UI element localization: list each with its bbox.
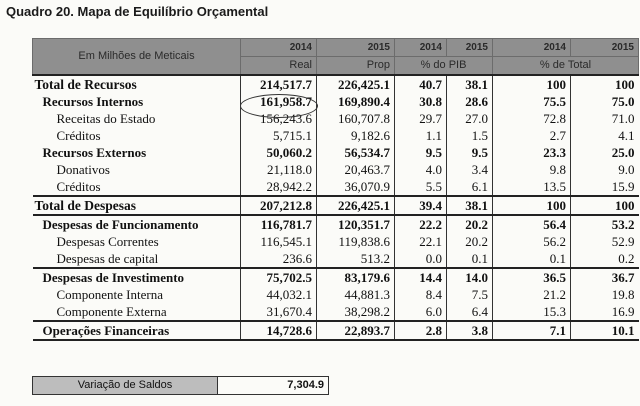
row-value: 116,781.7 <box>241 215 317 233</box>
row-value: 38,298.2 <box>317 303 395 321</box>
row-value: 226,425.1 <box>317 196 395 215</box>
row-value: 6.0 <box>395 303 447 321</box>
table-row <box>33 144 639 161</box>
row-value: 14.4 <box>395 268 447 286</box>
row-label: Total de Recursos <box>33 75 241 93</box>
row-value: 25.0 <box>571 144 639 161</box>
row-value: 161,958.7 <box>241 93 317 110</box>
table-row <box>33 110 639 127</box>
row-value: 27.0 <box>447 110 493 127</box>
table-row <box>33 127 639 144</box>
row-value: 21.2 <box>493 286 571 303</box>
row-value: 20.2 <box>447 233 493 250</box>
row-label: Despesas de Funcionamento <box>33 215 241 233</box>
header-row-years <box>33 39 639 57</box>
row-value: 30.8 <box>395 93 447 110</box>
row-value: 5.5 <box>395 178 447 196</box>
row-value: 100 <box>493 75 571 93</box>
row-value: 28,942.2 <box>241 178 317 196</box>
table-row <box>33 215 639 233</box>
row-value: 226,425.1 <box>317 75 395 93</box>
row-label: Donativos <box>56 162 110 177</box>
table-row <box>33 75 639 93</box>
row-label: Total de Despesas <box>33 196 241 215</box>
row-value: 169,890.4 <box>317 93 395 110</box>
row-value: 156,243.6 <box>241 110 317 127</box>
row-value: 513.2 <box>317 250 395 268</box>
page-title: Quadro 20. Mapa de Equilíbrio Orçamental <box>6 4 269 19</box>
saldo-label: Variação de Saldos <box>33 377 218 395</box>
row-value: 14.0 <box>447 268 493 286</box>
row-value: 23.3 <box>493 144 571 161</box>
row-value: 20,463.7 <box>317 161 395 178</box>
row-value: 9.8 <box>493 161 571 178</box>
row-value: 4.0 <box>395 161 447 178</box>
row-value: 38.1 <box>447 196 493 215</box>
row-value: 9.5 <box>395 144 447 161</box>
row-value: 44,032.1 <box>241 286 317 303</box>
row-label: Operações Financeiras <box>33 321 241 340</box>
row-value: 14,728.6 <box>241 321 317 340</box>
header-year: 2015 <box>317 39 395 57</box>
row-value: 0.0 <box>395 250 447 268</box>
row-value: 6.1 <box>447 178 493 196</box>
row-value: 119,838.6 <box>317 233 395 250</box>
table-row <box>33 196 639 215</box>
row-label: Componente Interna <box>56 287 163 302</box>
row-value: 52.9 <box>571 233 639 250</box>
row-value: 40.7 <box>395 75 447 93</box>
row-value: 56,534.7 <box>317 144 395 161</box>
table-row <box>33 321 639 340</box>
row-value: 22.2 <box>395 215 447 233</box>
row-value: 6.4 <box>447 303 493 321</box>
table-row <box>33 93 639 110</box>
row-value: 28.6 <box>447 93 493 110</box>
row-label: Receitas do Estado <box>56 111 156 126</box>
row-label: Despesas de capital <box>56 251 159 266</box>
row-value: 1.1 <box>395 127 447 144</box>
table-row <box>33 178 639 196</box>
row-value: 100 <box>493 196 571 215</box>
row-value: 7.5 <box>447 286 493 303</box>
row-value: 1.5 <box>447 127 493 144</box>
row-value: 83,179.6 <box>317 268 395 286</box>
row-value: 2.8 <box>395 321 447 340</box>
table-row <box>33 233 639 250</box>
row-value: 3.4 <box>447 161 493 178</box>
row-value: 13.5 <box>493 178 571 196</box>
row-value: 7.1 <box>493 321 571 340</box>
row-value: 36.5 <box>493 268 571 286</box>
row-value: 22.1 <box>395 233 447 250</box>
table-body <box>33 75 639 340</box>
saldo-value: 7,304.9 <box>218 377 329 395</box>
row-value: 75.5 <box>493 93 571 110</box>
row-value: 50,060.2 <box>241 144 317 161</box>
row-label: Componente Externa <box>56 304 167 319</box>
header-year: 2014 <box>493 39 571 57</box>
header-year: 2015 <box>571 39 639 57</box>
row-value: 10.1 <box>571 321 639 340</box>
header-stub: Em Milhões de Meticais <box>33 39 241 76</box>
row-value: 56.2 <box>493 233 571 250</box>
row-value: 0.1 <box>447 250 493 268</box>
header-pct-pib: % do PIB <box>395 57 493 76</box>
row-label: Créditos <box>56 179 101 194</box>
table-row <box>33 161 639 178</box>
row-value: 56.4 <box>493 215 571 233</box>
row-value: 207,212.8 <box>241 196 317 215</box>
budget-table <box>32 38 639 341</box>
row-value: 22,893.7 <box>317 321 395 340</box>
row-value: 4.1 <box>571 127 639 144</box>
row-value: 31,670.4 <box>241 303 317 321</box>
row-value: 72.8 <box>493 110 571 127</box>
row-value: 15.9 <box>571 178 639 196</box>
row-value: 9.5 <box>447 144 493 161</box>
saldo-table <box>32 376 329 395</box>
row-value: 53.2 <box>571 215 639 233</box>
header-prop: Prop <box>317 57 395 76</box>
saldo-row <box>33 377 329 395</box>
row-value: 3.8 <box>447 321 493 340</box>
row-value: 71.0 <box>571 110 639 127</box>
row-label: Despesas de Investimento <box>33 268 241 286</box>
row-value: 0.2 <box>571 250 639 268</box>
row-value: 8.4 <box>395 286 447 303</box>
header-real: Real <box>241 57 317 76</box>
row-value: 16.9 <box>571 303 639 321</box>
row-value: 38.1 <box>447 75 493 93</box>
row-value: 116,545.1 <box>241 233 317 250</box>
row-value: 19.8 <box>571 286 639 303</box>
row-value: 100 <box>571 75 639 93</box>
row-value: 39.4 <box>395 196 447 215</box>
table-row <box>33 268 639 286</box>
row-label: Créditos <box>56 128 101 143</box>
row-value: 5,715.1 <box>241 127 317 144</box>
header-year: 2015 <box>447 39 493 57</box>
row-value: 75.0 <box>571 93 639 110</box>
row-value: 29.7 <box>395 110 447 127</box>
row-value: 36.7 <box>571 268 639 286</box>
row-value: 214,517.7 <box>241 75 317 93</box>
row-value: 9,182.6 <box>317 127 395 144</box>
row-label: Despesas Correntes <box>56 234 159 249</box>
row-label: Recursos Externos <box>42 145 147 160</box>
table-row <box>33 286 639 303</box>
row-label: Recursos Internos <box>42 94 144 109</box>
row-value: 21,118.0 <box>241 161 317 178</box>
row-value: 120,351.7 <box>317 215 395 233</box>
table-row <box>33 303 639 321</box>
row-value: 15.3 <box>493 303 571 321</box>
row-value: 20.2 <box>447 215 493 233</box>
row-value: 44,881.3 <box>317 286 395 303</box>
row-value: 160,707.8 <box>317 110 395 127</box>
table-row <box>33 250 639 268</box>
row-value: 236.6 <box>241 250 317 268</box>
row-value: 100 <box>571 196 639 215</box>
header-year: 2014 <box>395 39 447 57</box>
row-value: 2.7 <box>493 127 571 144</box>
row-value: 0.1 <box>493 250 571 268</box>
row-value: 36,070.9 <box>317 178 395 196</box>
row-value: 75,702.5 <box>241 268 317 286</box>
header-pct-total: % de Total <box>493 57 639 76</box>
row-value: 9.0 <box>571 161 639 178</box>
header-year: 2014 <box>241 39 317 57</box>
